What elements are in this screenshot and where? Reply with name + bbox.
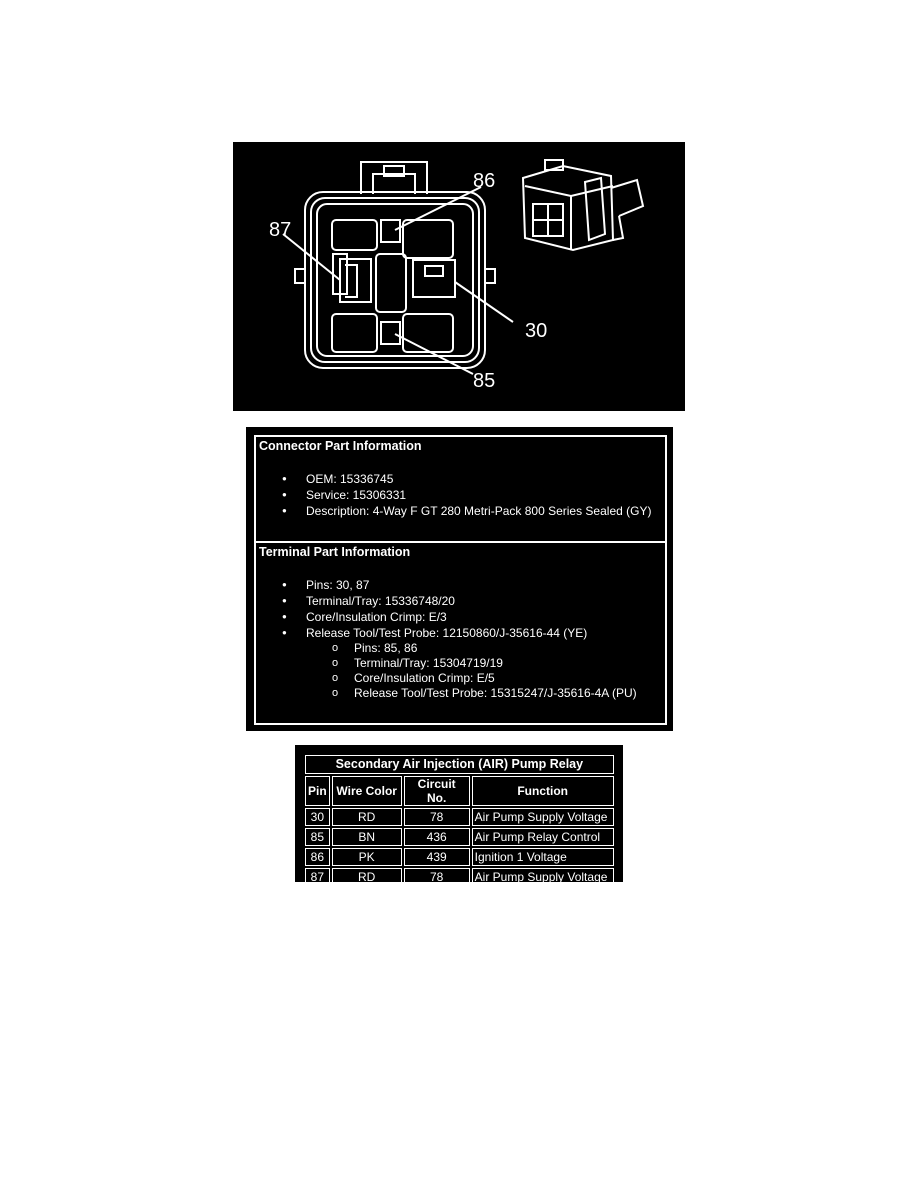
part-information-panel <box>246 427 673 731</box>
sub-list-item: o Terminal/Tray: 15304719/19 <box>256 656 637 671</box>
pin-cell: 87 <box>305 868 330 886</box>
function-cell: Air Pump Supply Voltage <box>472 808 614 826</box>
wire-color-cell: RD <box>332 808 402 826</box>
column-header-wire-color: Wire Color <box>332 776 402 806</box>
circuit-no-cell: 436 <box>404 828 470 846</box>
list-item: ● Core/Insulation Crimp: E/3 <box>256 609 637 625</box>
circuit-no-cell: 439 <box>404 848 470 866</box>
pinout-table-title: Secondary Air Injection (AIR) Pump Relay <box>305 755 614 774</box>
wire-color-cell: RD <box>332 868 402 886</box>
connector-info-list <box>256 471 651 519</box>
pin-label-87: 87 <box>269 219 292 241</box>
function-cell: Air Pump Relay Control <box>472 828 614 846</box>
table-row <box>305 848 614 866</box>
table-header-row <box>305 776 614 806</box>
sub-list-item: o Core/Insulation Crimp: E/5 <box>256 671 637 686</box>
list-item: ● OEM: 15336745 <box>256 471 651 487</box>
function-cell: Air Pump Supply Voltage <box>472 868 614 886</box>
list-item: ● Pins: 30, 87 <box>256 577 637 593</box>
circuit-no-cell: 78 <box>404 868 470 886</box>
connector-face-drawing <box>233 142 685 411</box>
wire-color-cell: BN <box>332 828 402 846</box>
list-item: ● Terminal/Tray: 15336748/20 <box>256 593 637 609</box>
circuit-no-cell: 78 <box>404 808 470 826</box>
function-cell: Ignition 1 Voltage <box>472 848 614 866</box>
pin-cell: 86 <box>305 848 330 866</box>
list-item: ● Service: 15306331 <box>256 487 651 503</box>
terminal-info-heading: Terminal Part Information <box>259 545 411 559</box>
pin-label-30: 30 <box>525 320 548 342</box>
table-row <box>305 808 614 826</box>
connector-diagram <box>233 142 685 411</box>
pinout-table-panel <box>295 745 623 882</box>
wire-color-cell: PK <box>332 848 402 866</box>
connector-info-heading: Connector Part Information <box>259 439 422 453</box>
column-header-function: Function <box>472 776 614 806</box>
pin-label-85: 85 <box>473 370 496 392</box>
column-header-circuit-no: Circuit No. <box>404 776 470 806</box>
pin-cell: 85 <box>305 828 330 846</box>
pin-cell: 30 <box>305 808 330 826</box>
sub-list-item: o Release Tool/Test Probe: 15315247/J-35616-4A (PU) <box>256 686 637 701</box>
pin-label-86: 86 <box>473 170 496 192</box>
table-row <box>305 828 614 846</box>
terminal-info-list <box>256 577 637 701</box>
list-item: ● Release Tool/Test Probe: 12150860/J-35616-44 (YE) <box>256 625 637 641</box>
pinout-table <box>303 753 616 888</box>
table-row <box>305 868 614 886</box>
terminal-part-information <box>256 543 665 723</box>
sub-list-item: o Pins: 85, 86 <box>256 641 637 656</box>
list-item: ● Description: 4-Way F GT 280 Metri-Pack 800 Series Sealed (GY) <box>256 503 651 519</box>
connector-part-information <box>256 437 665 543</box>
column-header-pin: Pin <box>305 776 330 806</box>
part-information-frame <box>254 435 667 725</box>
